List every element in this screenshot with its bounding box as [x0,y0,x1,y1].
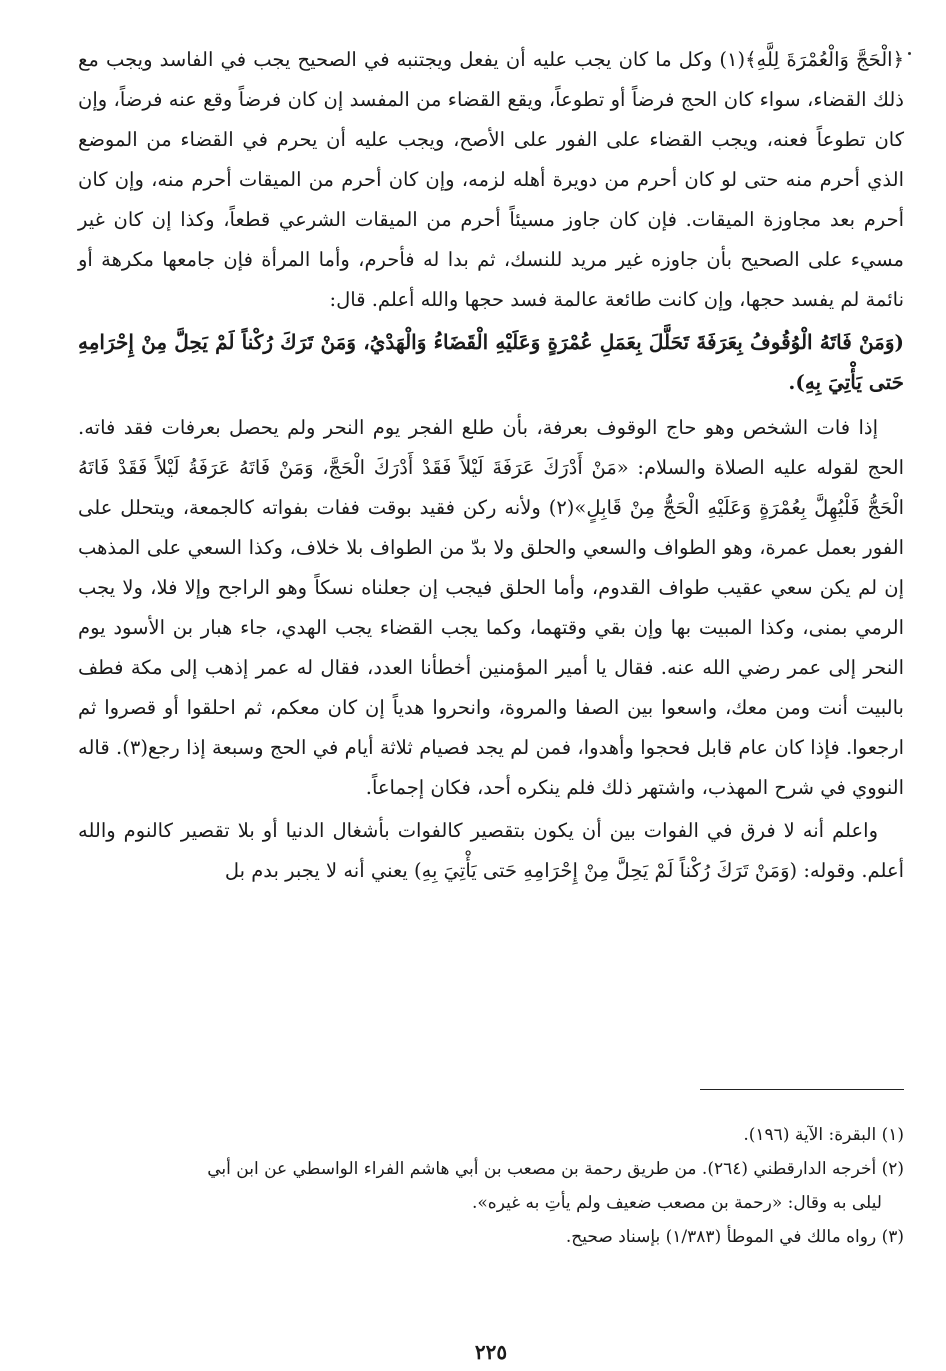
page-mark-dot [908,52,911,55]
page-number: ٢٢٥ [474,1340,508,1364]
footnote-1: (١) البقرة: الآية (١٩٦). [743,1125,904,1145]
footnote-3: (٣) رواه مالك في الموطأ (١/٣٨٣) بإسناد صحيح. [565,1227,904,1247]
body-paragraph-3: واعلم أنه لا فرق في الفوات بين أن يكون بتقصير كالفوات بأشغال الدنيا أو بلا تقصير كالنوم والله أعلم. وقوله: (وَمَنْ تَرَكَ رُكْناً لَمْ يَحِلَّ مِنْ إِحْرَامِهِ حَتى يَأْتِيَ بِهِ) يعني أنه لا يجبر بدم بل [78,819,904,882]
footnote-2-continuation: ليلى به وقال: «رحمة بن مصعب ضعيف ولم يأتِ به غيره». [471,1193,882,1213]
book-page [78,40,904,1364]
footnote-2-text: (٢) أخرجه الدارقطني (٢٦٤). من طريق رحمة بن مصعب بن أبي هاشم الفراء الواسطي عن ابن أبي [207,1159,904,1179]
footnotes [78,1118,904,1254]
matn-verse: (وَمَنْ فَاتَهُ الْوُقُوفُ بِعَرَفَةَ تَحَلَّلَ بِعَمَلِ عُمْرَةٍ وَعَلَيْهِ الْقَضَاءُ وَالْهَدْيُ، وَمَنْ تَرَكَ رُكْناً لَمْ يَحِلَّ مِنْ إِحْرَامِهِ حَتى يَأْتِيَ بِهِ). [78,330,904,394]
footnote-2 [78,1152,904,1220]
body-paragraph-2: إذا فات الشخص وهو حاج الوقوف بعرفة، بأن طلع الفجر يوم النحر ولم يحصل بعرفات فقد فاته. الحج لقوله عليه الصلاة والسلام: «مَنْ أَدْرَكَ عَرَفَةَ لَيْلاً فَقَدْ أَدْرَكَ الْحَجَّ، وَمَنْ فَاتَهُ عَرَفَةُ لَيْلاً فَقَدْ فَاتَهُ الْحَجُّ فَلْيُهِلَّ بِعُمْرَةٍ وَعَلَيْهِ الْحَجُّ مِنْ قَابِلٍ»(٢) ولأنه ركن فقيد بوقت ففات بفواته كالجمعة، ويتحلل على الفور بعمل عمرة، وهو الطواف والسعي والحلق ولا بدّ من الطواف بلا خلاف، وكذا السعي على المذهب إن لم يكن سعي عقيب طواف القدوم، وأما الحلق فيجب إن جعلناه نسكاً وهو الراجح وإلا فلا، ولا يجب الرمي بمنى، وكذا المبيت بها وإن بقي وقتهما، وكما يجب القضاء يجب الهدي، جاء هبار بن الأسود يوم النحر إلى عمر رضي الله عنه. فقال يا أمير المؤمنين أخطأنا العدد، فقال له عمر إذهب إلى مكة فطف بالبيت أنت ومن معك، واسعوا بين الصفا والمروة، وانحروا هدياً إن كان معكم، ثم احلقوا أو قصروا ثم ارجعوا. فإذا كان عام قابل فحجوا وأهدوا، فمن لم يجد فصيام ثلاثة أيام في الحج وسبعة إذا رجع(٣). قاله النووي في شرح المهذب، واشتهر ذلك فلم ينكره أحد، فكان إجماعاً. [78,416,904,799]
body-paragraph-1: ﴿الْحَجَّ وَالْعُمْرَةَ لِلَّهِ﴾(١) وكل ما كان يجب عليه أن يفعل ويجتنبه في الصحيح يجب في الفاسد ويجب مع ذلك القضاء، سواء كان الحج فرضاً أو تطوعاً، ويقع القضاء من المفسد إن كان فرضاً وقع عنه فرضاً، وإن كان تطوعاً فعنه، ويجب القضاء على الفور على الأصح، ويجب عليه أن يحرم في القضاء من الموضع الذي أحرم منه حتى لو كان أحرم من دويرة أهله لزمه، وإن كان أحرم من الميقات أحرم منه، وإن كان أحرم بعد مجاوزة الميقات. فإن كان جاوز مسيئاً أحرم من الميقات الشرعي قطعاً، وكذا إن كان غير مسيء على الصحيح بأن جاوزه غير مريد للنسك، ثم بدا له فأحرم، وأما المرأة فإن جامعها مكرهة أو نائمة لم يفسد حجها، وإن كانت طائعة عالمة فسد حجها والله أعلم. قال: [78,48,904,311]
footnote-separator [700,1089,904,1090]
